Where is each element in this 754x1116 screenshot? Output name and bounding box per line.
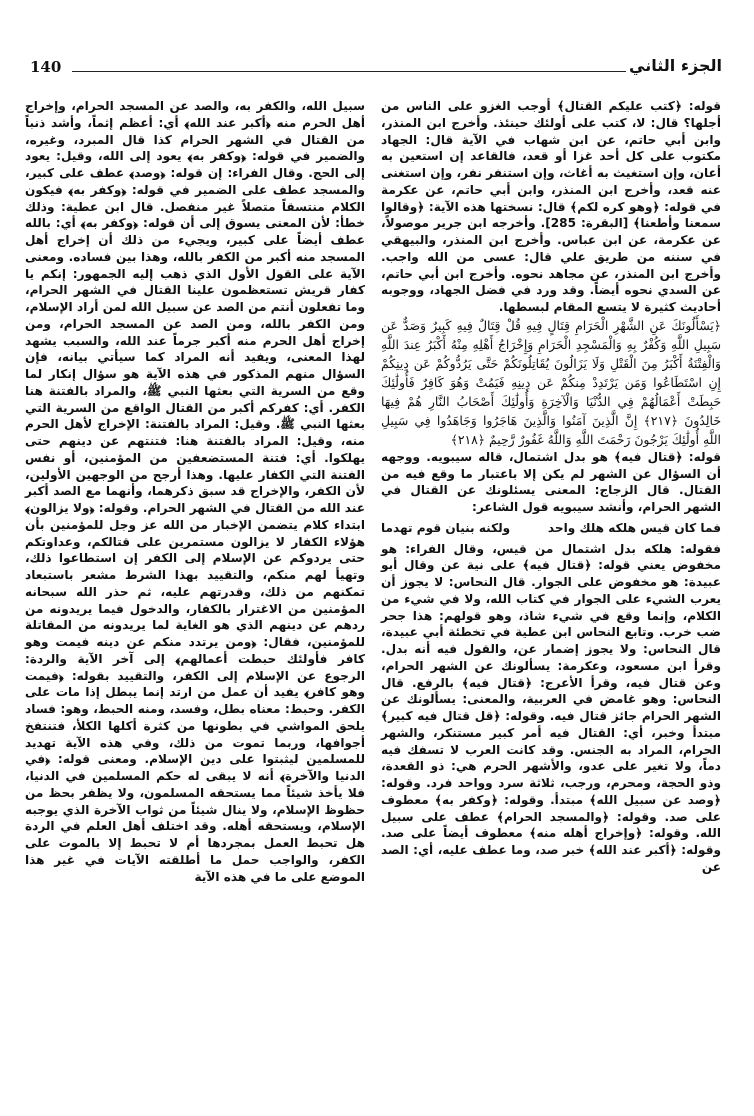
quran-verse: ﴿يَسْأَلُونَكَ عَنِ الشَّهْرِ الْحَرَامِ قِتَالٍ فِيهِ قُلْ قِتَالٌ فِيهِ كَبِيرٌ وَصَدٌّ عَن سَبِيلِ اللَّهِ وَكُفْرٌ بِهِ وَالْمَسْجِدِ الْحَرَامِ وَإِخْرَاجُ أَهْلِهِ مِنْهُ أَكْبَرُ عِندَ اللَّهِ وَالْفِتْنَةُ أَكْبَرُ مِنَ الْقَتْلِ وَلَا يَزَالُونَ يُقَاتِلُونَكُمْ حَتَّى يَرُدُّوكُمْ عَن دِينِكُمْ إِنِ اسْتَطَاعُوا وَمَن يَرْتَدِدْ مِنكُمْ عَن دِينِهِ فَيَمُتْ وَهُوَ كَافِرٌ فَأُولَٰئِكَ حَبِطَتْ أَعْمَالُهُمْ فِي الدُّنْيَا وَالْآخِرَةِ وَأُولَٰئِكَ أَصْحَابُ النَّارِ هُمْ فِيهَا خَالِدُونَ ﴿٢١٧﴾ إِنَّ الَّذِينَ آمَنُوا وَالَّذِينَ هَاجَرُوا وَجَاهَدُوا فِي سَبِيلِ اللَّهِ أُولَٰئِكَ يَرْجُونَ رَحْمَتَ اللَّهِ وَاللَّهُ غَفُورٌ رَّحِيمٌ ﴿٢١٨﴾ — [381, 317, 721, 447]
header-rule — [72, 71, 626, 72]
left-column — [25, 98, 365, 885]
page-number: 140 — [30, 58, 62, 76]
poem-hemistich-first: فما كان قيس هلكه هلك واحد — [547, 520, 721, 535]
paragraph: قوله: ﴿قتال فيه﴾ هو بدل اشتمال، قاله سيبويه. ووجهه أن السؤال عن الشهر لم يكن إلا باعتبار ما وقع فيه من القتال. قال الزجاج: المعنى يسئلونك عن القتال في الشهر الحرام، وأنشد سيبويه قول الشاعر: — [381, 449, 721, 514]
poem-hemistich-second: ولكنه بنيان قوم تهدما — [381, 520, 511, 535]
paragraph: قوله: ﴿كتب عليكم القتال﴾ أوجب الغزو على الناس من أجلها؟ قال: لا، كتب على أولئك حينئذ. وأخرج ابن المنذر، وابن أبي حاتم، عن ابن شهاب في الآية قال: الجهاد مكتوب على كل أحد غزا أو قعد، فالقاعد إن استعين به أعان، وإن استغيث به أغاث، وإن استنفر نفر، وإن استغنى عنه قعد، وأخرج ابن المنذر، وابن أبي حاتم، عن عكرمة في قوله: ﴿وهو كره لكم﴾ قال: نسختها هذه الآية: ﴿وقالوا سمعنا وأطعنا﴾ [البقرة: 285]. وأخرجه ابن جرير موصولاً، عن عكرمة، عن ابن عباس. وأخرج ابن المنذر، والبيهقي في سننه من طريق علي قال: عسى من الله واجب. وأخرج ابن المنذر، عن مجاهد نحوه. وأخرج ابن أبي حاتم، عن السدي نحوه أيضاً. وقد ورد في فضل الجهاد، ووجوبه أحاديث كثيرة لا يتسع المقام لبسطها. — [381, 99, 721, 314]
right-column — [381, 98, 721, 876]
paragraph: فقوله: هلكه بدل اشتمال من قيس، وقال الفراء: هو مخفوض يعني قوله: ﴿قتال فيه﴾ على نية عن وقال أبو عبيدة: هو مخفوض على الجوار. قال النحاس: لا يجوز أن يعرب الشيء على الجوار في كتاب الله، ولا في شيء من الكلام، وإنما وقع في شيء شاذ، وهو قولهم: هذا جحر ضب خرب. وتابع النحاس ابن عطية في تخطئة أبي عبيدة، قال النحاس: ولا يجوز إضمار عن، والقول فيه أنه بدل. وقرأ ابن مسعود، وعكرمة: يسألونك عن الشهر الحرام، وعن قتال فيه، وقرأ الأعرج: ﴿قتال فيه﴾ بالرفع. قال النحاس: وهو غامض في العربية، والمعنى: يسألونك عن الشهر الحرام جائز قتال فيه. وقوله: ﴿قل قتال فيه كبير﴾ مبتدأ وخبر، أي: القتال فيه أمر كبير مستنكر، والشهر الحرام، المراد به الجنس. وقد كانت العرب لا تسفك فيه دماً، ولا تغير على عدو، والأشهر الحرم هي: ذو القعدة، وذو الحجة، ومحرم، ورجب، ثلاثة سرد وواحد فرد. وقوله: ﴿وصد عن سبيل الله﴾ مبتدأ. وقوله: ﴿وكفر به﴾ معطوف على صد. وقوله: ﴿والمسجد الحرام﴾ عطف على سبيل الله. وقوله: ﴿وإخراج أهله منه﴾ معطوف أيضاً على صد. وقوله: ﴿أكبر عند الله﴾ خبر صد، وما عطف عليه، أي: الصد عن — [381, 541, 721, 874]
page-header — [30, 58, 722, 82]
paragraph: سبيل الله، والكفر به، والصد عن المسجد الحرام، وإخراج أهل الحرم منه ﴿أكبر عند الله﴾ أي: أعظم إثماً، وأشد ذنباً من القتال في الشهر الحرام كذا قال المبرد، وغيره، والضمير في قوله: ﴿وكفر به﴾ يعود إلى الله، وقيل: يعود إلى الحج. وقال الفراء: إن قوله: ﴿وصد﴾ عطف على كبير، والمسجد عطف على الضمير في قوله: ﴿وكفر به﴾ فيكون الكلام منتسقاً متصلاً غير منفصل. قال ابن عطية: وذلك خطأ: لأن المعنى يسوق إلى أن قوله: ﴿وكفر به﴾ أي: بالله عطف أيضاً على كبير، ويجيء من ذلك أن إخراج أهل المسجد منه أكبر من الكفر بالله، وهذا بين فساده. ومعنى الآية على القول الأول الذي ذهب إليه الجمهور: إنكم يا كفار قريش تستعظمون علينا القتال في الشهر الحرام، وما تفعلون أنتم من الصد عن سبيل الله لمن أراد الإسلام، ومن الكفر بالله، ومن الصد عن المسجد الحرام، ومن إخراج أهل الحرم منه أكبر جرماً عند الله، والسبب يشهد لهذا المعنى، ويفيد أنه المراد كما سيأتي بيانه، فإن السؤال منهم المذكور في هذه الآية هو سؤال إنكار لما وقع من السرية التي بعثها النبي ﷺ، والمراد بالفتنة هنا الكفر. أي: كفركم أكبر من القتال الواقع من السرية التي بعثها النبي ﷺ. وقيل: المراد بالفتنة: الإخراج لأهل الحرم منه، وقيل: المراد بالفتنة هنا: فتنتهم عن دينهم حتى يهلكوا. أي: فتنة المستضعفين من المؤمنين، أو نفس الفتنة التي الكفار عليها. وهذا أرجح من الوجهين الأولين، لأن الكفر، والإخراج قد سبق ذكرهما، وأنهما مع الصد أكبر عند الله من القتال في الشهر الحرام. وقوله: ﴿ولا يزالون﴾ ابتداء كلام يتضمن الإخبار من الله عز وجل للمؤمنين بأن هؤلاء الكفار لا يزالون مستمرين على قتالكم، وعداوتكم حتى يردوكم عن الإسلام إلى الكفر إن استطاعوا ذلك، وتهيأ لهم منكم، والتقييد بهذا الشرط مشعر باستبعاد تمكنهم من ذلك، وقدرتهم عليه، ثم حذر الله سبحانه المؤمنين من الاغترار بالكفار، والدخول فيما يريدونه من ردهم عن دينهم الذي هو الغاية لما يريدونه من المقاتلة للمؤمنين، فقال: ﴿ومن يرتدد منكم عن دينه فيمت وهو كافر فأولئك حبطت أعمالهم﴾ إلى آخر الآية والردة: الرجوع عن الإسلام إلى الكفر، والتقييد بقوله: ﴿فيمت وهو كافر﴾ يفيد أن عمل من ارتد إنما يبطل إذا مات على الكفر. وحبط: معناه بطل، وفسد، ومنه الحبط، وهو: فساد يلحق المواشي في بطونها من كثرة أكلها الكلأ، فتنتفخ أجوافها، وربما تموت من ذلك، وفي هذه الآية تهديد للمسلمين ليثبتوا على دين الإسلام. ومعنى قوله: ﴿في الدنيا والآخرة﴾ أنه لا يبقى له حكم المسلمين في الدنيا، فلا يأخذ شيئاً مما يستحقه المسلمون، ولا يظفر بحظ من حظوظ الإسلام، ولا ينال شيئاً من ثواب الآخرة الذي يوجبه الإسلام، ويستحقه أهله. وقد اختلف أهل العلم في الردة هل تحبط العمل بمجردها أم لا تحبط إلا بالموت على الكفر، والواجب حمل ما أطلقته الآيات في غير هذا الموضع على ما في هذه الآية — [25, 99, 365, 884]
poem-verse — [381, 520, 721, 537]
running-title: الجزء الثاني — [629, 56, 722, 75]
